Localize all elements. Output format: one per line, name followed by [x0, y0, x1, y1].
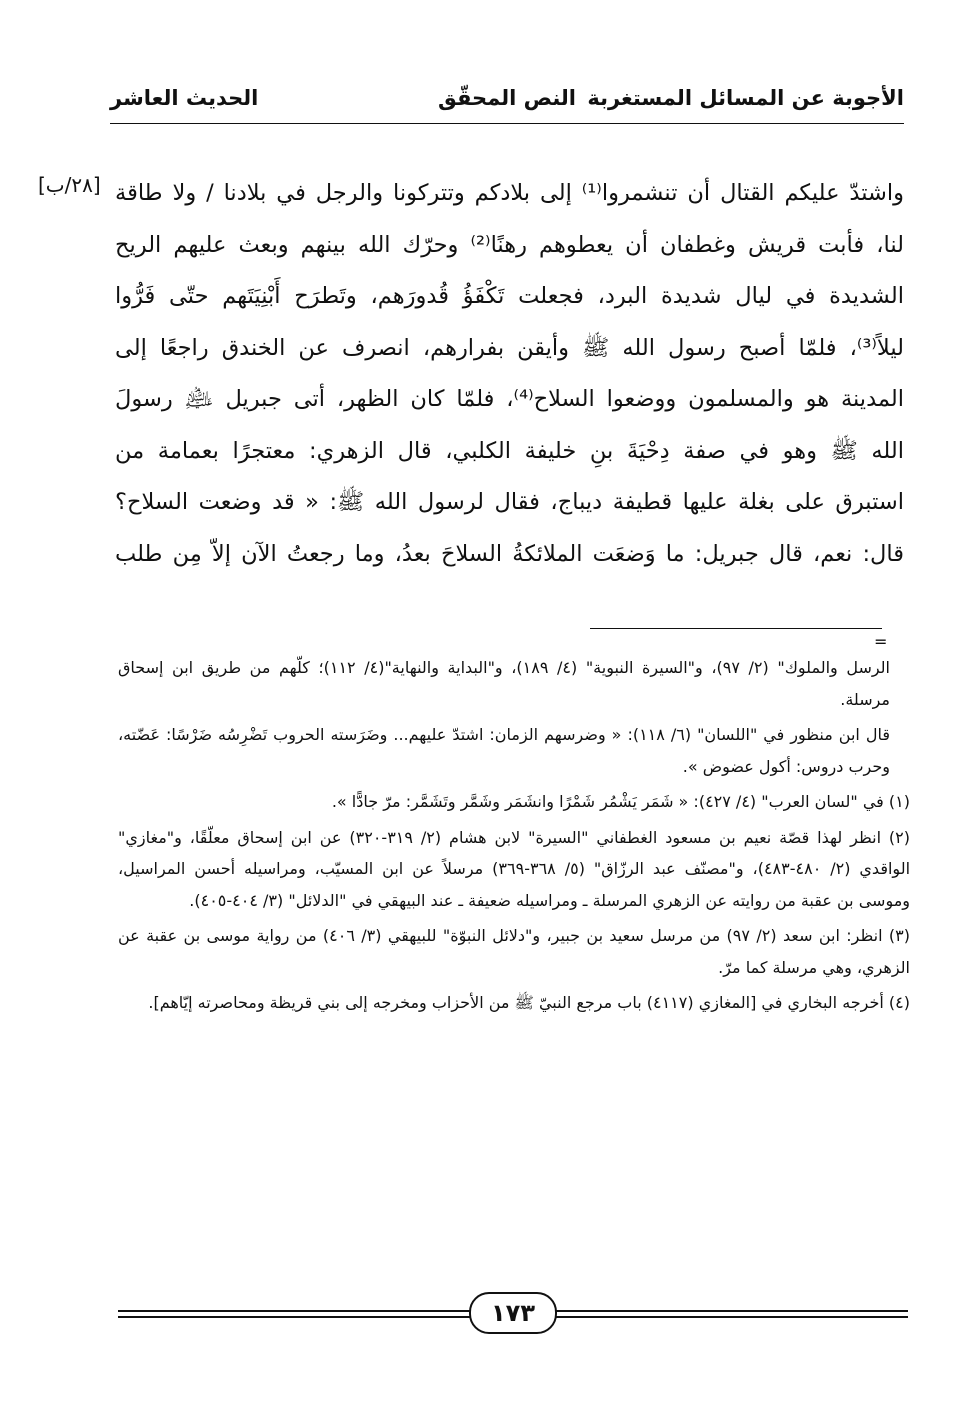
- footnote-separator: [590, 628, 882, 629]
- footnote-2: (٢) انظر لهذا قصّة نعيم بن مسعود الغطفاني "السيرة" لابن هشام (٢/ ٣١٩-٣٢٠) عن ابن إسحاق معلّقًا، و"مغازي" الواقدي (٢/ ٤٨٠-٤٨٣)، و"مصنّف عبد الرزّاق" (٥/ ٣٦٨-٣٦٩) مرسلاً عن ابن المسيّب، ومراسيله أحسن المراسيل، وموسى بن عقبة من روايته عن الزهري المرسلة ـ ومراسيله ضعيفة ـ عند البيهقي في "الدلائل" (٣/ ٤٠٤-٤٠٥).: [118, 827, 911, 910]
- text-line: الشديدة في ليال شديدة البرد، فجعلت تَكْفَؤُ قُدورَهم، وتَطرَح أَبْنِيَتَهم حتّى فَرُّوا: [115, 283, 904, 309]
- page-footer: [118, 1290, 908, 1336]
- text-line: المدينة هو والمسلمون ووضعوا السلاح⁽⁴⁾، فلمّا كان الظهر، أتى جبريل ﵇ رسولَ: [115, 386, 904, 412]
- text-line: الله ﷺ وهو في صفة دِحْيَةَ بنِ خليفة الكلبي، قال الزهري: معتجرًا بعمامة من: [115, 437, 904, 464]
- manuscript-folio: [٢٨/ب]: [38, 173, 101, 197]
- book-title: الأجوبة عن المسائل المستغربة: [587, 86, 904, 110]
- main-text: [115, 168, 904, 580]
- page-number: ١٧٣: [469, 1292, 557, 1334]
- footnote-continuation: قال ابن منظور في "اللسان" (٦/ ١١٨): « وضرسهم الزمان: اشتدّ عليهم... وضَرَسته الحروب تَضْرِسُه ضَرْسًا: عَضّته، وحرب دروس: أكول عضوض ».: [118, 725, 890, 776]
- section-title: النص المحقّق: [438, 86, 576, 110]
- text-line: لنا، فأبت قريش وغطفان أن يعطوهم رهنًا⁽²⁾ وحرّك الله بينهم وبعث عليهم الريح: [115, 231, 905, 258]
- running-header: [110, 86, 904, 130]
- footnote-continuation-marker: =: [874, 632, 888, 651]
- text-line: استبرق على بغلة عليها قطيفة ديباج، فقال لرسول الله ﷺ: « قد وضعت السلاح؟: [115, 489, 904, 515]
- text-line: ليلاً⁽³⁾، فلمّا أصبح رسول الله ﷺ وأيقن بفرارهم، انصرف عن الخندق راجعًا إلى: [115, 334, 904, 361]
- footnotes: [118, 652, 910, 1019]
- header-rule: [110, 123, 904, 124]
- footnote-3: (٣) انظر: ابن سعد (٢/ ٩٧) من مرسل سعيد بن جبير، و"دلائل النبوّة" للبيهقي (٣/ ٤٠٦) من رواية موسى بن عقبة عن الزهري، وهي مرسلة كما مرّ.: [118, 926, 910, 977]
- text-line: واشتدّ عليكم القتال أن تنشمروا⁽¹⁾ إلى بلادكم وتتركونا والرجل في بلادنا / ولا طاقة: [115, 180, 905, 206]
- footnote-4: (٤) أخرجه البخاري في [المغازي (٤١١٧) باب مرجع النبيّ ﷺ من الأحزاب ومخرجه إلى بني قريظة ومحاصرته إيّاهم].: [148, 993, 910, 1012]
- footnote-continuation: الرسل والملوك" (٢/ ٩٧)، و"السيرة النبوية" (٤/ ١٨٩)، و"البداية والنهاية"(٤/ ١١٢)؛ كلّهم من طريق ابن إسحاق مرسلة.: [118, 658, 890, 709]
- footnote-1: (١) في "لسان العرب" (٤/ ٤٢٧): « شَمَر يَشْمُر شَمْرًا وانشَمَر وشَمَّر وتَشَمَّر: مرّ جادًّا ».: [331, 792, 910, 811]
- chapter-title: الحديث العاشر: [110, 86, 259, 110]
- text-line: قال: نعم، قال جبريل: ما وَضعَت الملائكةُ السلاحَ بعدُ، وما رجعتُ الآن إلاّ مِن طلب: [115, 540, 904, 567]
